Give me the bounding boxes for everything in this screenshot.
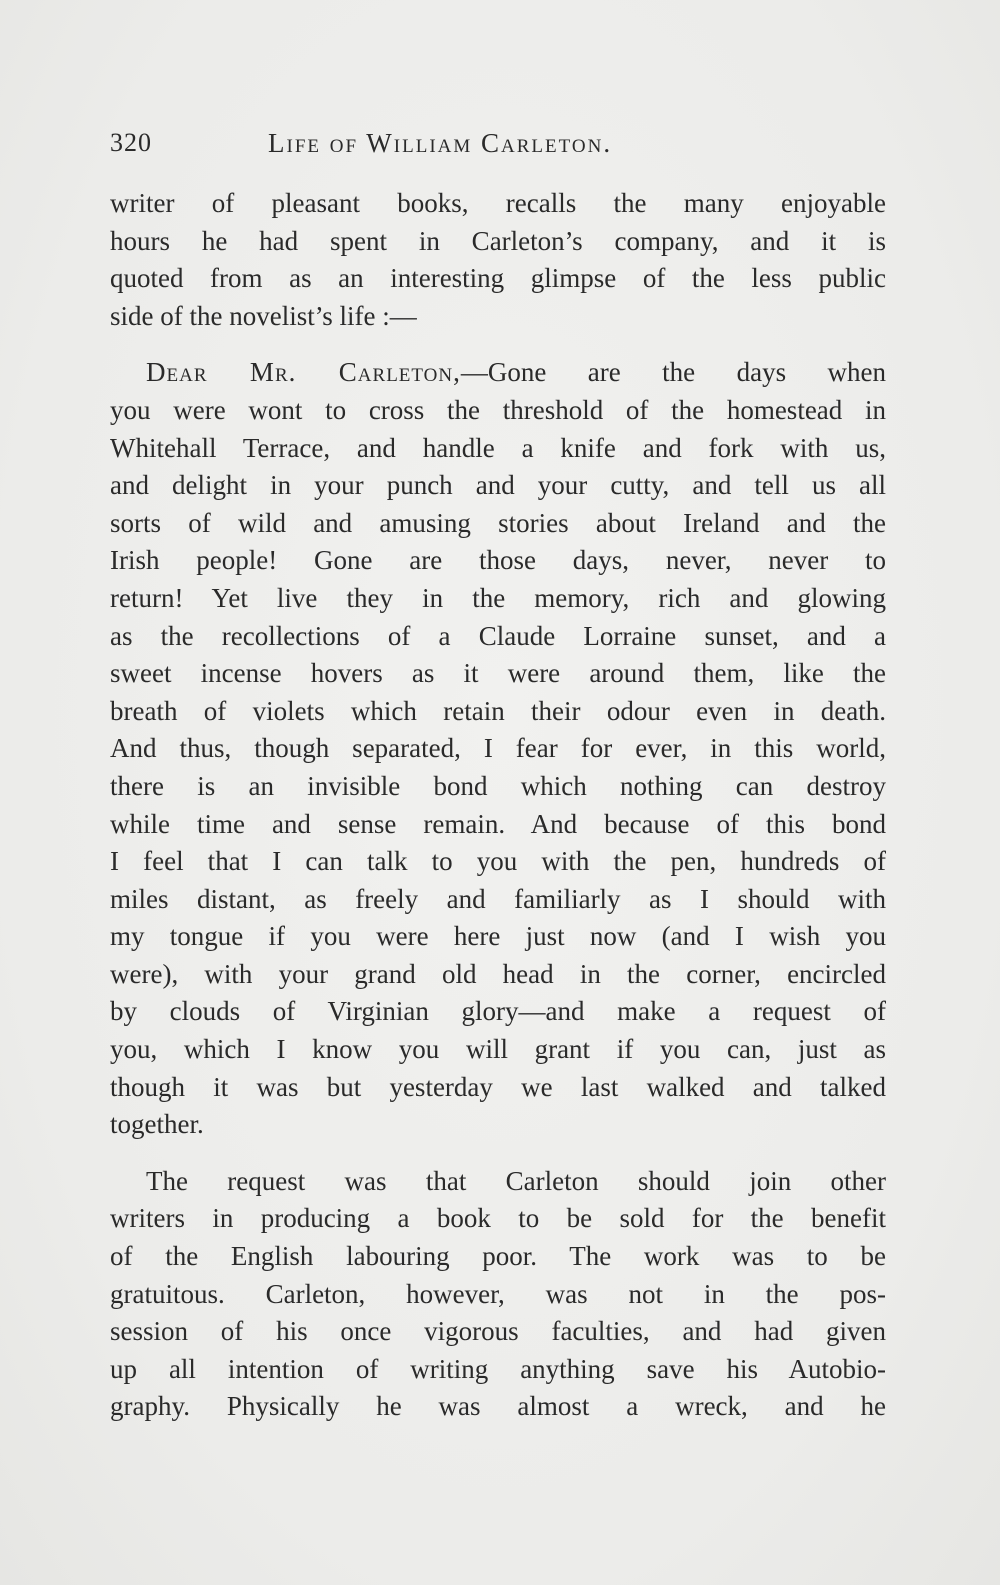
text-line: while time and sense remain. And because of this bond bbox=[110, 808, 886, 839]
text-line: miles distant, as freely and familiarly as I should with bbox=[110, 883, 886, 914]
running-title: Life of William Carleton. bbox=[268, 128, 613, 158]
page-number: 320 bbox=[110, 128, 152, 157]
text-line: as the recollections of a Claude Lorraine sunset, and a bbox=[110, 620, 886, 651]
text-line: Whitehall Terrace, and handle a knife and fork with us, bbox=[110, 432, 886, 463]
paragraph-letter bbox=[110, 354, 886, 1143]
text-line: The request was that Carleton should join other bbox=[146, 1165, 886, 1196]
text-line: I feel that I can talk to you with the pen, hundreds of bbox=[110, 846, 886, 877]
paragraph-request bbox=[110, 1163, 886, 1426]
text-line: hours he had spent in Carleton’s company, and it is bbox=[110, 225, 886, 256]
text-line: by clouds of Virginian glory—and make a request of bbox=[110, 996, 886, 1027]
letter-salutation: Dear Mr. Carleton, bbox=[146, 357, 461, 388]
text-line: quoted from as an interesting glimpse of the less public bbox=[110, 263, 886, 294]
letter-opening: —Gone are the days when bbox=[460, 357, 887, 388]
text-line: sorts of wild and amusing stories about Ireland and the bbox=[110, 507, 886, 538]
paragraph-intro bbox=[110, 185, 886, 335]
text-line: And thus, though separated, I fear for ever, in this world, bbox=[110, 733, 886, 764]
text-line: breath of violets which retain their odour even in death. bbox=[110, 695, 886, 726]
text-line: Irish people! Gone are those days, never, never to bbox=[110, 545, 886, 576]
text-line: session of his once vigorous faculties, and had given bbox=[110, 1316, 886, 1347]
text-line: my tongue if you were here just now (and I wish you bbox=[110, 921, 886, 952]
body-text bbox=[110, 185, 886, 1426]
text-line: though it was but yesterday we last walked and talked bbox=[110, 1071, 886, 1102]
paragraph-gap bbox=[110, 335, 886, 354]
text-line: writers in producing a book to be sold for the benefit bbox=[110, 1203, 886, 1234]
text-line: gratuitous. Carleton, however, was not in the pos- bbox=[110, 1278, 886, 1309]
text-line: you were wont to cross the threshold of the homestead in bbox=[110, 394, 886, 425]
text-line: side of the novelist’s life :— bbox=[110, 300, 417, 331]
text-line: sweet incense hovers as it were around them, like the bbox=[110, 658, 886, 689]
text-line: you, which I know you will grant if you can, just as bbox=[110, 1034, 886, 1065]
text-line: graphy. Physically he was almost a wreck, and he bbox=[110, 1391, 886, 1422]
text-line: were), with your grand old head in the corner, encircled bbox=[110, 958, 886, 989]
text-line: and delight in your punch and your cutty, and tell us all bbox=[110, 470, 886, 501]
text-line: return! Yet live they in the memory, rich and glowing bbox=[110, 582, 886, 613]
text-line: together. bbox=[110, 1109, 204, 1140]
page-header bbox=[110, 128, 890, 168]
text-line-first bbox=[110, 354, 886, 392]
text-line: up all intention of writing anything save his Autobio- bbox=[110, 1353, 886, 1384]
paragraph-gap bbox=[110, 1144, 886, 1163]
text-line: of the English labouring poor. The work was to be bbox=[110, 1241, 886, 1272]
text-line: there is an invisible bond which nothing can destroy bbox=[110, 770, 886, 801]
text-line: writer of pleasant books, recalls the many enjoyable bbox=[110, 188, 886, 218]
